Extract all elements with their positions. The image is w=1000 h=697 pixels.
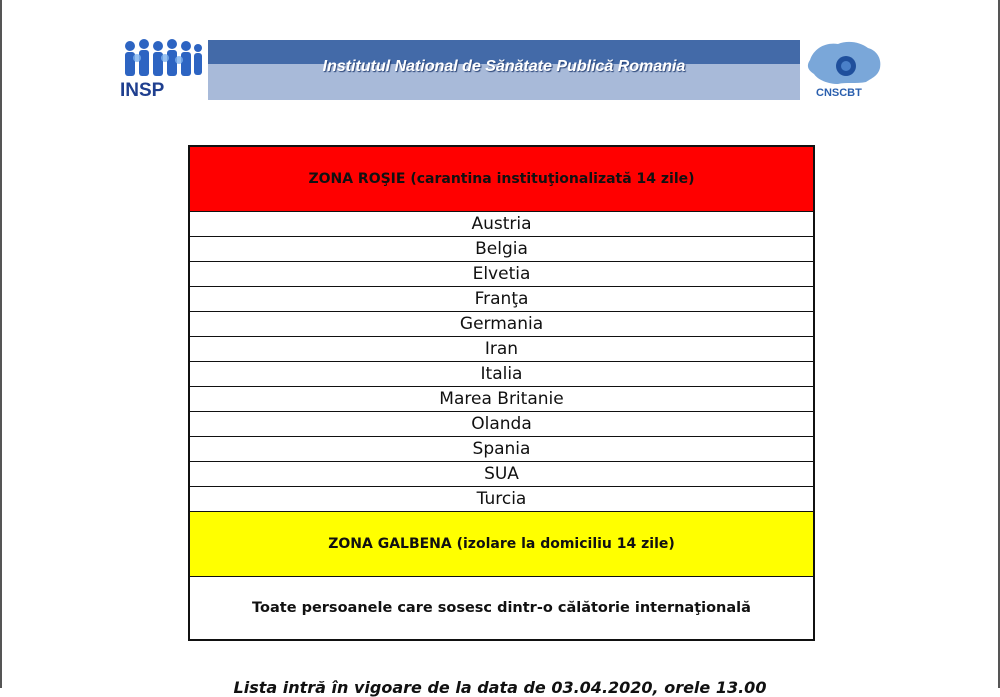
country-row: Iran	[190, 337, 813, 362]
country-row: Austria	[190, 212, 813, 237]
cnscbt-logo-text: CNSCBT	[816, 87, 862, 99]
country-row: Italia	[190, 362, 813, 387]
country-row: Belgia	[190, 237, 813, 262]
zone-table	[188, 145, 815, 641]
document-header	[118, 38, 886, 102]
country-row: SUA	[190, 462, 813, 487]
red-zone-country-list	[190, 212, 813, 512]
institute-banner	[208, 40, 800, 100]
banner-title: Institutul National de Sănătate Publică Romania	[322, 58, 686, 75]
yellow-zone-note: Toate persoanele care sosesc dintr-o călătorie internaţională	[190, 577, 813, 639]
country-row: Germania	[190, 312, 813, 337]
validity-footer: Lista intră în vigoare de la data de 03.04.2020, orele 13.00	[233, 678, 767, 697]
yellow-zone-title: ZONA GALBENA (izolare la domiciliu 14 zile)	[190, 512, 813, 577]
page-left-edge	[0, 0, 2, 688]
insp-logo-text: INSP	[120, 80, 165, 101]
red-zone-title: ZONA ROŞIE (carantina instituţionalizată 14 zile)	[190, 147, 813, 212]
country-row: Elvetia	[190, 262, 813, 287]
country-row: Franţa	[190, 287, 813, 312]
country-row: Olanda	[190, 412, 813, 437]
country-row: Marea Britanie	[190, 387, 813, 412]
country-row: Turcia	[190, 487, 813, 512]
country-row: Spania	[190, 437, 813, 462]
